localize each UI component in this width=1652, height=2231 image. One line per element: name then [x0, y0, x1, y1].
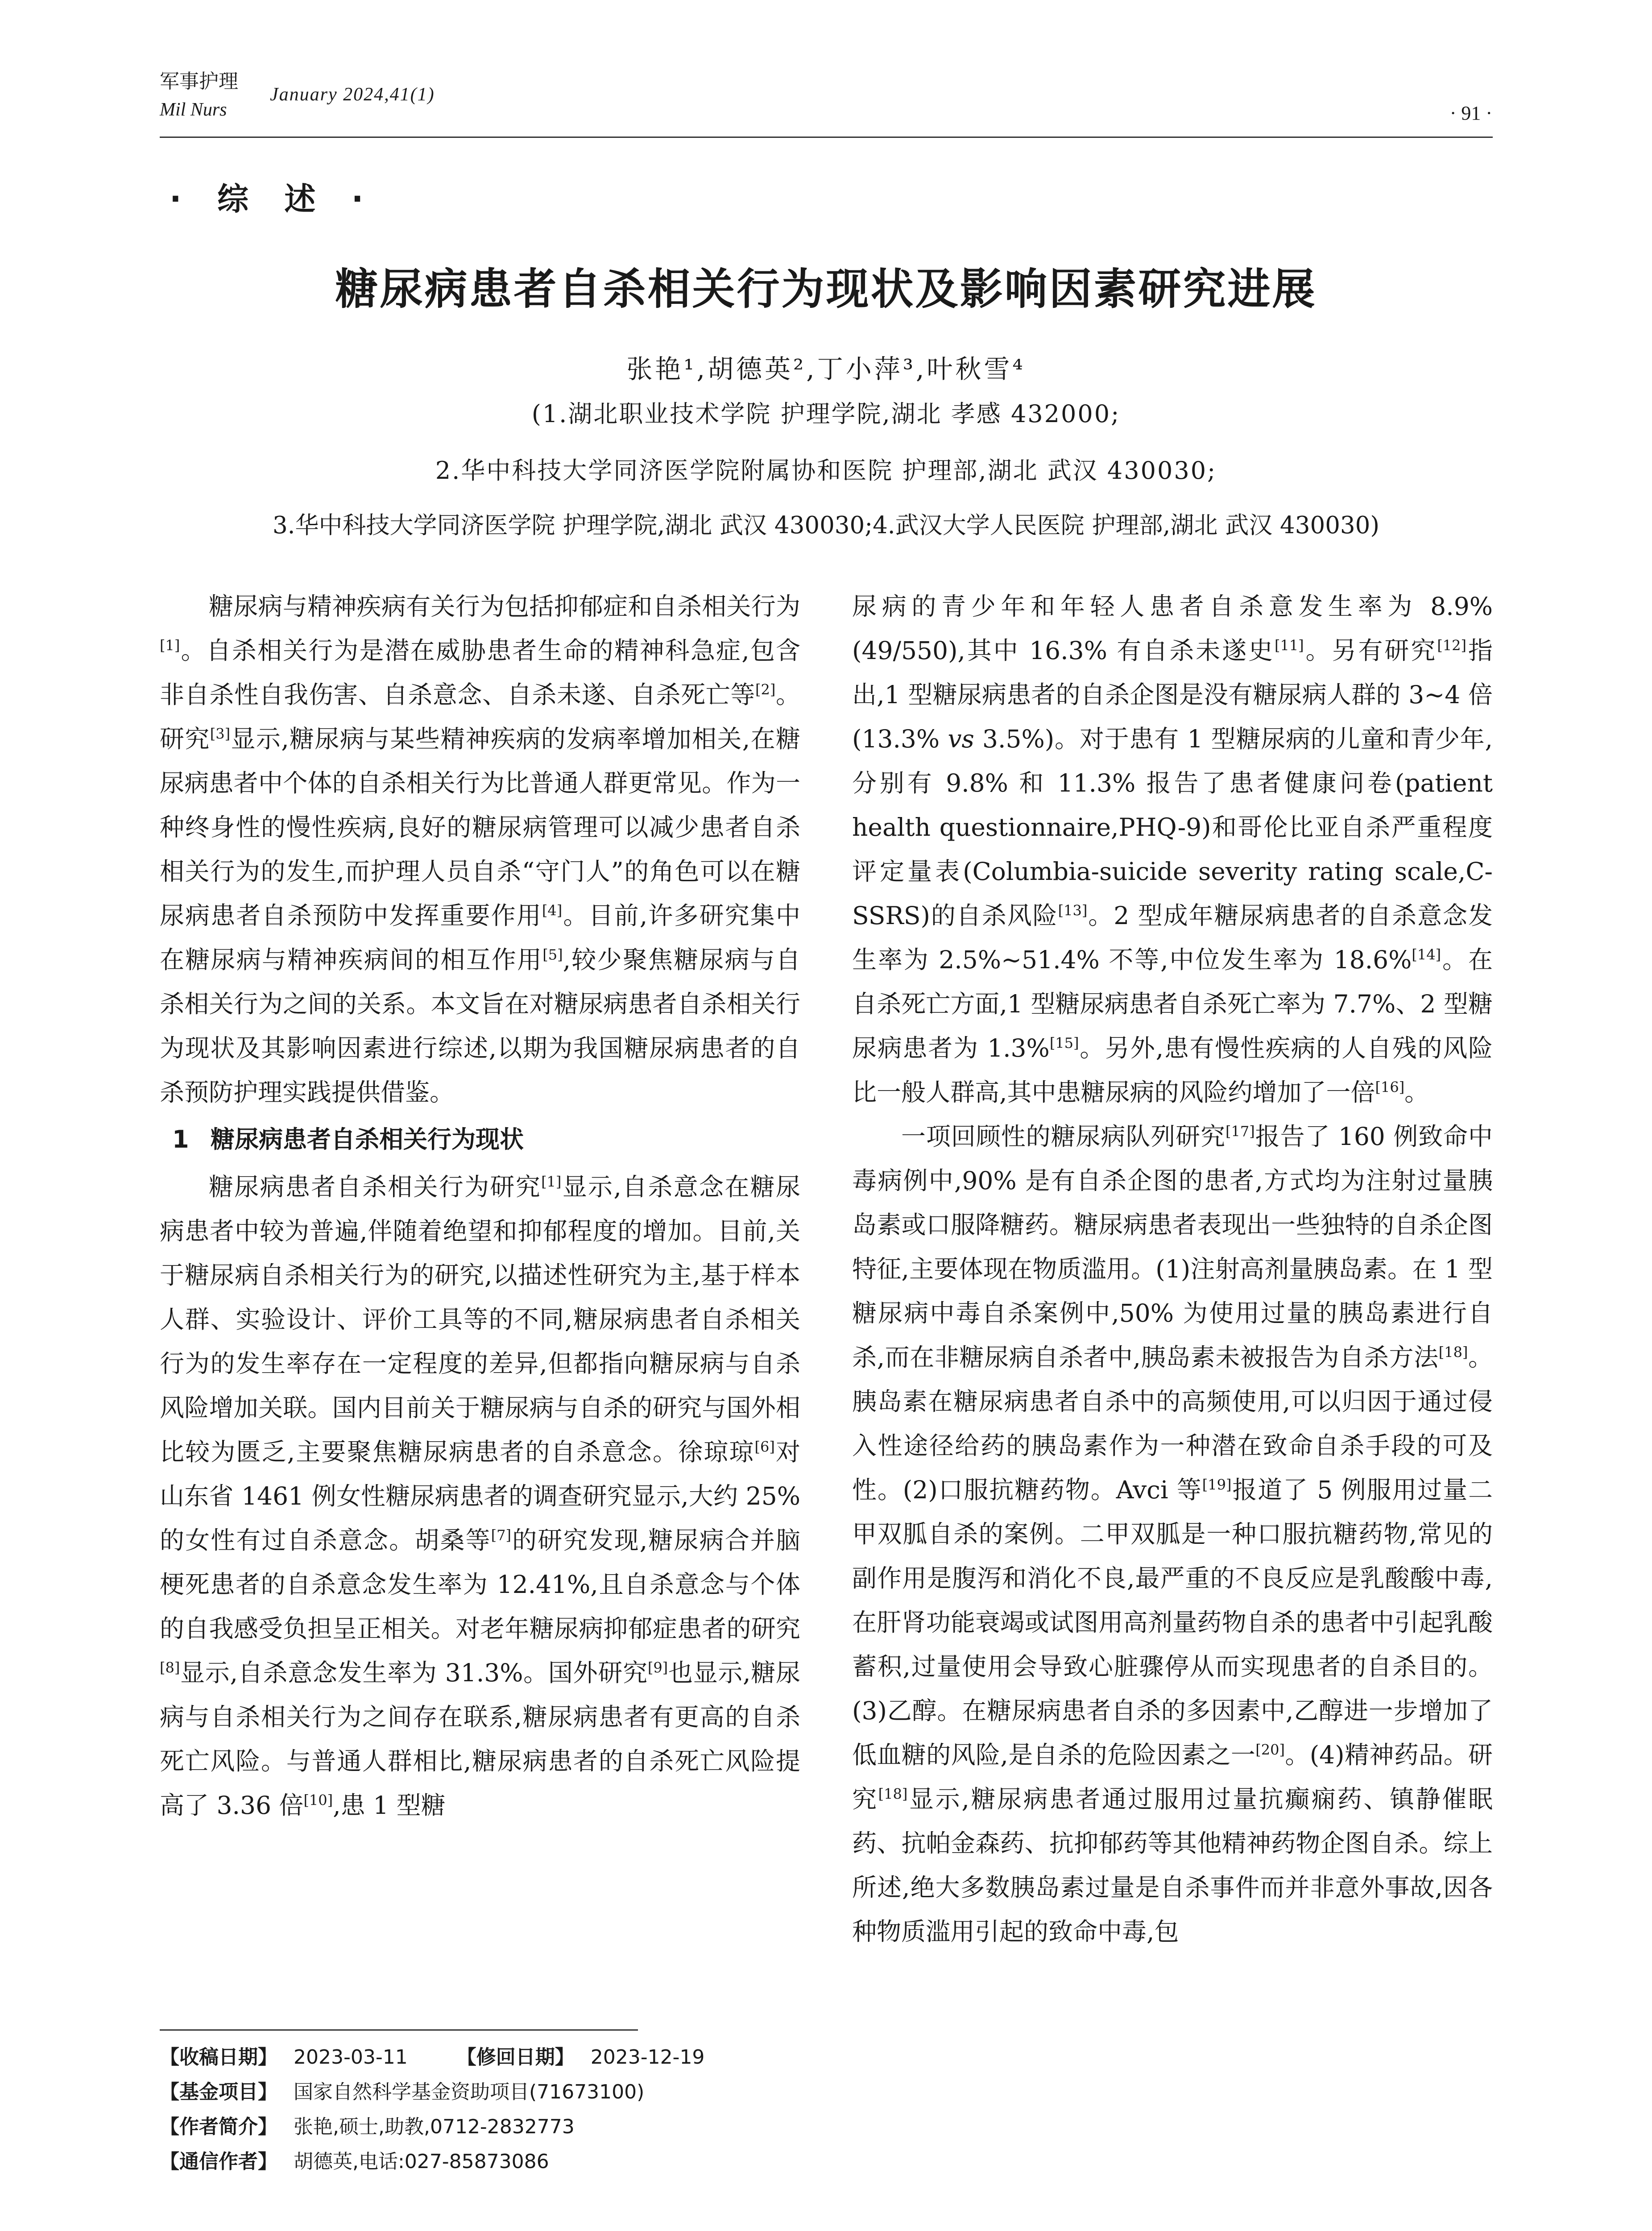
citation[interactable]: [19]	[1202, 1476, 1232, 1493]
section-number: 1	[172, 1125, 189, 1153]
citation[interactable]: [8]	[160, 1659, 180, 1676]
paragraph: 糖尿病患者自杀相关行为研究[1]显示,自杀意念在糖尿病患者中较为普遍,伴随着绝望和抑郁程度的增加。目前,关于糖尿病自杀相关行为的研究,以描述性研究为主,基于样本人群、实验设计、评价工具等的不同,糖尿病患者自杀相关行为的发生率存在一定程度的差异,但都指向糖尿病与自杀风险增加关联。国内目前关于糖尿病与自杀的研究与国外相比较为匮乏,主要聚焦糖尿病患者的自杀意念。徐琼琼[6]对山东省 1461 例女性糖尿病患者的调查研究显示,大约 25% 的女性有过自杀意念。胡桑等[7]的研究发现,糖尿病合并脑梗死患者的自杀意念发生率为 12.41%,且自杀意念与个体的自我感受负担呈正相关。对老年糖尿病抑郁症患者的研究[8]显示,自杀意念发生率为 31.3%。国外研究[9]也显示,糖尿病与自杀相关行为之间存在联系,糖尿病患者有更高的自杀死亡风险。与普通人群相比,糖尿病患者的自杀死亡风险提高了 3.36 倍[10],患 1 型糖	[160, 1173, 801, 1820]
page-number: · 91 ·	[1449, 102, 1492, 124]
section-heading-text: 糖尿病患者自杀相关行为现状	[211, 1125, 524, 1153]
received-label: 【收稿日期】	[160, 2046, 277, 2069]
footnote-fund	[160, 2075, 704, 2110]
citation[interactable]: [18]	[1438, 1344, 1468, 1361]
paragraph: 糖尿病与精神疾病有关行为包括抑郁症和自杀相关行为[1]。自杀相关行为是潜在威胁患者生命的精神科急症,包含非自杀性自我伤害、自杀意念、自杀未遂、自杀死亡等[2]。研究[3]显示,糖尿病与某些精神疾病的发病率增加相关,在糖尿病患者中个体的自杀相关行为比普通人群更常见。作为一种终身性的慢性疾病,良好的糖尿病管理可以减少患者自杀相关行为的发生,而护理人员自杀“守门人”的角色可以在糖尿病患者自杀预防中发挥重要作用[4]。目前,许多研究集中在糖尿病与精神疾病间的相互作用[5],较少聚焦糖尿病与自杀相关行为之间的关系。本文旨在对糖尿病患者自杀相关行为现状及其影响因素进行综述,以期为我国糖尿病患者的自杀预防护理实践提供借鉴。	[160, 592, 800, 1107]
citation[interactable]: [3]	[210, 725, 231, 742]
paragraph: 尿病的青少年和年轻人患者自杀意发生率为 8.9%(49/550),其中 16.3% 有自杀未遂史[11]。另有研究[12]指出,1 型糖尿病患者的自杀企图是没有糖尿病人群的 3~4 倍(13.3% vs 3.5%)。对于患有 1 型糖尿病的儿童和青少年,分别有 9.8% 和 11.3% 报告了患者健康问卷(patient health questionnaire,PHQ-9)和哥伦比亚自杀严重程度评定量表(Columbia-suicide severity rating scale,C-SSRS)的自杀风险[13]。2 型成年糖尿病患者的自杀意念发生率为 2.5%~51.4% 不等,中位发生率为 18.6%[14]。在自杀死亡方面,1 型糖尿病患者自杀死亡率为 7.7%、2 型糖尿病患者为 1.3%[15]。另外,患有慢性疾病的人自残的风险比一般人群高,其中患糖尿病的风险约增加了一倍[16]。	[852, 592, 1493, 1107]
revised-label: 【修回日期】	[456, 2046, 575, 2069]
citation[interactable]: [1]	[541, 1173, 562, 1190]
article-title: 糖尿病患者自杀相关行为现状及影响因素研究进展	[335, 264, 1317, 314]
fund-label: 【基金项目】	[160, 2081, 277, 2103]
citation[interactable]: [14]	[1412, 946, 1441, 963]
footnote-block	[160, 2040, 704, 2179]
citation[interactable]: [18]	[878, 1785, 908, 1803]
citation[interactable]: [16]	[1375, 1078, 1405, 1096]
footnote-dates	[160, 2040, 704, 2075]
affiliation-line: 3.华中科技大学同济医学院 护理学院,湖北 武汉 430030;4.武汉大学人民医院 护理部,湖北 武汉 430030)	[272, 512, 1380, 539]
header-rule	[160, 137, 1493, 138]
citation[interactable]: [20]	[1255, 1741, 1285, 1758]
footnote-rule	[160, 2029, 638, 2031]
citation[interactable]: [17]	[1226, 1123, 1255, 1140]
paragraph: 一项回顾性的糖尿病队列研究[17]报告了 160 例致命中毒病例中,90% 是有自杀企图的患者,方式均为注射过量胰岛素或口服降糖药。糖尿病患者表现出一些独特的自杀企图特征,主要体现在物质滥用。(1)注射高剂量胰岛素。在 1 型糖尿病中毒自杀案例中,50% 为使用过量的胰岛素进行自杀,而在非糖尿病自杀者中,胰岛素未被报告为自杀方法[18]。胰岛素在糖尿病患者自杀中的高频使用,可以归因于通过侵入性途径给药的胰岛素作为一种潜在致命自杀手段的可及性。(2)口服抗糖药物。Avci 等[19]报道了 5 例服用过量二甲双胍自杀的案例。二甲双胍是一种口服抗糖药物,常见的副作用是腹泻和消化不良,最严重的不良反应是乳酸酸中毒,在肝肾功能衰竭或试图用高剂量药物自杀的患者中引起乳酸蓄积,过量使用会导致心脏骤停从而实现患者的自杀目的。(3)乙醇。在糖尿病患者自杀的多因素中,乙醇进一步增加了低血糖的风险,是自杀的危险因素之一[20]。(4)精神药品。研究[18]显示,糖尿病患者通过服用过量抗癫痫药、镇静催眠药、抗帕金森药、抗抑郁药等其他精神药物企图自杀。综上所述,绝大多数胰岛素过量是自杀事件而并非意外事故,因各种物质滥用引起的致命中毒,包	[852, 1122, 1493, 1946]
citation[interactable]: [9]	[647, 1659, 668, 1676]
journal-issue: January 2024,41(1)	[270, 84, 435, 105]
citation[interactable]: [7]	[491, 1526, 511, 1544]
footnote-author	[160, 2110, 704, 2144]
citation[interactable]: [6]	[754, 1438, 775, 1456]
body-column-right	[852, 585, 1493, 1954]
corresponding-value: 胡德英,电话:027-85873086	[294, 2150, 549, 2173]
footnote-corresponding	[160, 2144, 704, 2179]
affiliation-line: 2.华中科技大学同济医学院附属协和医院 护理部,湖北 武汉 430030;	[435, 456, 1217, 485]
author-bio-label: 【作者简介】	[160, 2115, 277, 2138]
affiliation-line: (1.湖北职业技术学院 护理学院,湖北 孝感 432000;	[531, 400, 1121, 428]
journal-name-cn: 军事护理	[160, 70, 238, 93]
citation[interactable]: [13]	[1058, 902, 1088, 919]
author-bio-value: 张艳,硕士,助教,0712-2832773	[294, 2115, 575, 2138]
citation[interactable]: [1]	[160, 637, 180, 654]
received-date: 2023-03-11	[294, 2046, 408, 2069]
section-label: · 综 述 ·	[170, 181, 376, 217]
citation[interactable]: [5]	[542, 946, 563, 963]
citation[interactable]: [15]	[1049, 1034, 1079, 1052]
section-heading	[160, 1117, 800, 1161]
citation[interactable]: [12]	[1437, 637, 1467, 654]
citation[interactable]: [4]	[542, 902, 563, 919]
corresponding-label: 【通信作者】	[160, 2150, 277, 2173]
citation[interactable]: [2]	[755, 681, 776, 698]
body-column-left	[160, 585, 800, 1828]
author-list: 张艳¹,胡德英²,丁小萍³,叶秋雪⁴	[626, 354, 1026, 384]
citation[interactable]: [10]	[303, 1791, 333, 1809]
revised-date: 2023-12-19	[590, 2046, 705, 2069]
journal-name-en: Mil Nurs	[160, 100, 227, 120]
fund-value: 国家自然科学基金资助项目(71673100)	[294, 2081, 645, 2103]
citation[interactable]: [11]	[1274, 637, 1304, 654]
